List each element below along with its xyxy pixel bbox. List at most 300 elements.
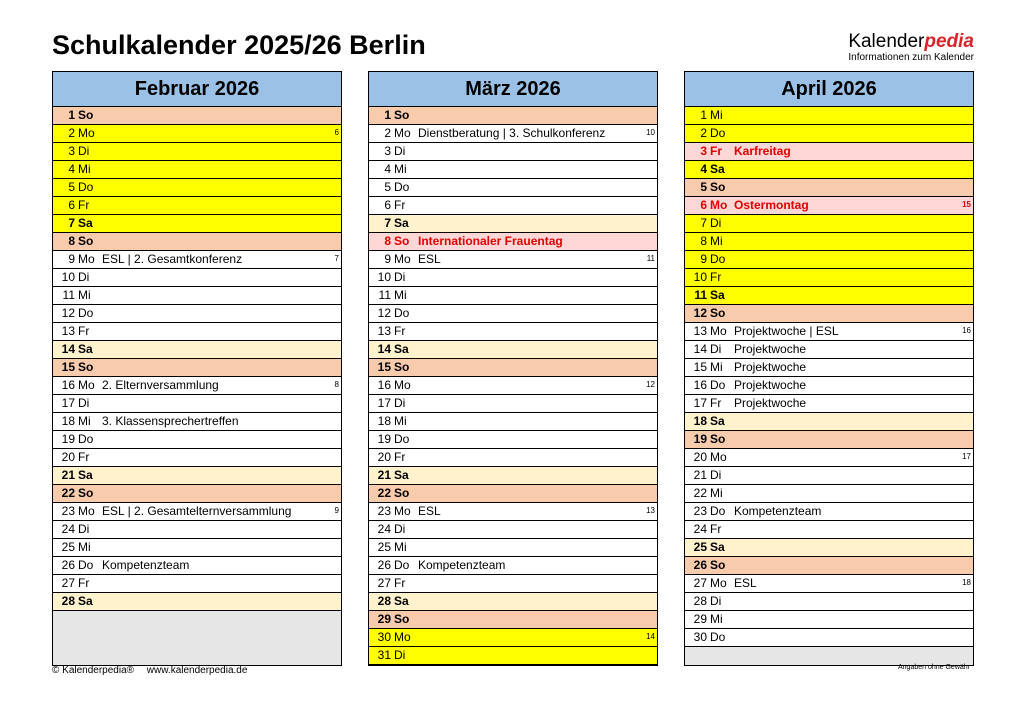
week-number: 18 <box>962 578 971 587</box>
day-row <box>53 593 341 611</box>
day-number: 13 <box>61 324 75 338</box>
weekday: Mo <box>394 378 411 392</box>
day-number: 7 <box>68 216 75 230</box>
day-row <box>369 449 657 467</box>
day-row <box>53 233 341 251</box>
weekday: Do <box>710 630 726 644</box>
day-number: 25 <box>693 540 707 554</box>
day-number: 28 <box>377 594 391 608</box>
day-number: 2 <box>700 126 707 140</box>
day-row <box>685 467 973 485</box>
day-number: 26 <box>693 558 707 572</box>
day-number: 23 <box>693 504 707 518</box>
weekday: So <box>78 486 94 500</box>
event-text: Projektwoche | ESL <box>734 324 839 338</box>
event-text: Kompetenzteam <box>418 558 506 572</box>
week-number: 9 <box>334 506 339 515</box>
day-row <box>369 395 657 413</box>
day-row <box>53 287 341 305</box>
day-number: 3 <box>384 144 391 158</box>
day-number: 4 <box>700 162 707 176</box>
weekday: So <box>78 234 94 248</box>
day-row <box>685 323 973 341</box>
weekday: Fr <box>78 450 90 464</box>
day-row <box>53 305 341 323</box>
day-number: 5 <box>384 180 391 194</box>
weekday: Fr <box>394 324 406 338</box>
week-number: 11 <box>646 254 655 263</box>
day-number: 16 <box>693 378 707 392</box>
event-text: Projektwoche <box>734 378 807 392</box>
day-row <box>685 449 973 467</box>
day-number: 12 <box>693 306 707 320</box>
day-row <box>53 485 341 503</box>
day-number: 10 <box>61 270 75 284</box>
weekday: Fr <box>78 198 90 212</box>
weekday: Sa <box>394 468 409 482</box>
event-text: Karfreitag <box>734 144 791 158</box>
week-number: 13 <box>646 506 655 515</box>
month-title: April 2026 <box>685 72 973 107</box>
weekday: Mi <box>78 162 91 176</box>
weekday: Mi <box>710 108 723 122</box>
weekday: Mi <box>394 414 407 428</box>
day-number: 18 <box>61 414 75 428</box>
day-row <box>685 503 973 521</box>
day-row <box>53 431 341 449</box>
day-row <box>685 161 973 179</box>
week-number: 7 <box>334 254 339 263</box>
weekday: Di <box>710 468 722 482</box>
weekday: Do <box>710 126 726 140</box>
day-row <box>369 179 657 197</box>
weekday: So <box>394 486 410 500</box>
footer-left <box>52 665 247 676</box>
day-number: 9 <box>384 252 391 266</box>
day-number: 5 <box>700 180 707 194</box>
day-number: 3 <box>700 144 707 158</box>
weekday: Sa <box>78 216 93 230</box>
day-row <box>685 629 973 647</box>
day-row <box>685 359 973 377</box>
weekday: Sa <box>394 594 409 608</box>
weekday: Mo <box>78 504 95 518</box>
day-number: 31 <box>377 648 391 662</box>
event-text: ESL | 2. Gesamtkonferenz <box>102 252 243 266</box>
day-row <box>685 215 973 233</box>
day-number: 16 <box>61 378 75 392</box>
day-row <box>369 269 657 287</box>
day-number: 8 <box>68 234 75 248</box>
day-row <box>369 539 657 557</box>
day-number: 24 <box>377 522 391 536</box>
day-row <box>369 107 657 125</box>
day-row <box>369 143 657 161</box>
day-row <box>53 377 341 395</box>
day-row <box>53 449 341 467</box>
day-row <box>369 629 657 647</box>
day-number: 20 <box>61 450 75 464</box>
month-march <box>368 71 658 666</box>
day-number: 17 <box>61 396 75 410</box>
day-number: 15 <box>61 360 75 374</box>
day-number: 16 <box>377 378 391 392</box>
day-row <box>369 575 657 593</box>
month-title: Februar 2026 <box>53 72 341 107</box>
event-text: Dienstberatung | 3. Schulkonferenz <box>418 126 606 140</box>
day-row <box>685 251 973 269</box>
day-row <box>53 323 341 341</box>
weekday: Fr <box>710 396 722 410</box>
day-row <box>53 125 341 143</box>
day-number: 11 <box>694 288 707 302</box>
day-number: 26 <box>61 558 75 572</box>
day-number: 15 <box>377 360 391 374</box>
weekday: Di <box>394 270 406 284</box>
day-number: 22 <box>61 486 75 500</box>
weekday: So <box>394 360 410 374</box>
weekday: Do <box>394 558 410 572</box>
weekday: Fr <box>710 144 722 158</box>
day-row <box>685 179 973 197</box>
day-row <box>685 197 973 215</box>
day-row <box>369 359 657 377</box>
day-row <box>369 215 657 233</box>
day-number: 7 <box>700 216 707 230</box>
weekday: Do <box>78 558 94 572</box>
week-number: 10 <box>646 128 655 137</box>
day-number: 14 <box>693 342 707 356</box>
day-number: 14 <box>377 342 391 356</box>
day-number: 1 <box>68 108 75 122</box>
weekday: Mo <box>394 126 411 140</box>
day-number: 6 <box>68 198 75 212</box>
day-row <box>369 125 657 143</box>
event-text: Kompetenzteam <box>734 504 822 518</box>
weekday: Do <box>710 504 726 518</box>
weekday: Fr <box>78 324 90 338</box>
day-number: 1 <box>700 108 707 122</box>
day-row <box>685 413 973 431</box>
day-number: 21 <box>377 468 391 482</box>
day-row <box>685 575 973 593</box>
day-number: 24 <box>693 522 707 536</box>
weekday: Di <box>78 144 90 158</box>
weekday: Sa <box>394 216 409 230</box>
brand-tagline: Informationen zum Kalender <box>848 52 974 63</box>
event-text: ESL <box>734 576 757 590</box>
brand-name <box>846 32 974 52</box>
weekday: Mo <box>394 252 411 266</box>
weekday: Mo <box>394 504 411 518</box>
day-number: 18 <box>693 414 707 428</box>
weekday: Do <box>78 180 94 194</box>
weekday: Mo <box>78 378 95 392</box>
weekday: Sa <box>78 468 93 482</box>
day-row <box>685 125 973 143</box>
weekday: Mi <box>710 612 723 626</box>
day-number: 28 <box>61 594 75 608</box>
month-title: März 2026 <box>369 72 657 107</box>
day-row <box>369 233 657 251</box>
day-number: 12 <box>61 306 75 320</box>
day-number: 27 <box>693 576 707 590</box>
day-number: 26 <box>377 558 391 572</box>
weekday: So <box>394 612 410 626</box>
event-text: 3. Klassensprechertreffen <box>102 414 239 428</box>
event-text: 2. Elternversammlung <box>102 378 219 392</box>
day-number: 21 <box>693 468 707 482</box>
week-number: 17 <box>962 452 971 461</box>
week-number: 16 <box>962 326 971 335</box>
day-row <box>685 287 973 305</box>
weekday: Fr <box>78 576 90 590</box>
weekday: So <box>394 234 410 248</box>
month-april <box>684 71 974 666</box>
day-row <box>53 269 341 287</box>
event-text: ESL <box>418 504 441 518</box>
day-row <box>53 143 341 161</box>
day-number: 2 <box>68 126 75 140</box>
event-text: ESL | 2. Gesamtelternversammlung <box>102 504 292 518</box>
day-number: 22 <box>693 486 707 500</box>
day-number: 10 <box>377 270 391 284</box>
weekday: Fr <box>710 270 722 284</box>
day-number: 11 <box>378 288 391 302</box>
weekday: Do <box>394 432 410 446</box>
day-row <box>53 575 341 593</box>
day-number: 8 <box>700 234 707 248</box>
day-row <box>53 251 341 269</box>
day-row <box>53 107 341 125</box>
day-row <box>369 323 657 341</box>
page-title: Schulkalender 2025/26 Berlin <box>52 30 426 60</box>
website-link[interactable]: www.kalenderpedia.de <box>146 665 248 676</box>
week-number: 6 <box>334 128 339 137</box>
weekday: Di <box>78 270 90 284</box>
day-row <box>685 521 973 539</box>
weekday: Fr <box>394 450 406 464</box>
weekday: So <box>78 360 94 374</box>
day-row <box>369 557 657 575</box>
day-number: 5 <box>68 180 75 194</box>
event-text: Projektwoche <box>734 342 807 356</box>
day-number: 22 <box>377 486 391 500</box>
day-row <box>369 593 657 611</box>
day-row <box>369 611 657 629</box>
day-number: 20 <box>377 450 391 464</box>
day-number: 11 <box>62 288 75 302</box>
day-row <box>53 521 341 539</box>
day-row <box>53 179 341 197</box>
weekday: Sa <box>710 540 725 554</box>
day-row <box>369 305 657 323</box>
day-row <box>685 233 973 251</box>
weekday: Mi <box>710 360 723 374</box>
weekday: Di <box>710 594 722 608</box>
day-row <box>53 215 341 233</box>
day-row <box>53 557 341 575</box>
day-row <box>369 467 657 485</box>
day-number: 19 <box>61 432 75 446</box>
day-number: 19 <box>693 432 707 446</box>
weekday: So <box>710 558 726 572</box>
weekday: Mi <box>710 486 723 500</box>
weekday: Fr <box>394 576 406 590</box>
weekday: Mo <box>394 630 411 644</box>
weekday: Di <box>710 342 722 356</box>
day-row <box>369 521 657 539</box>
day-row <box>53 467 341 485</box>
weekday: Mi <box>78 414 91 428</box>
weekday: Di <box>394 522 406 536</box>
day-number: 15 <box>693 360 707 374</box>
event-text: Projektwoche <box>734 396 807 410</box>
event-text: Kompetenzteam <box>102 558 190 572</box>
day-number: 24 <box>61 522 75 536</box>
weekday: So <box>394 108 410 122</box>
day-row <box>369 503 657 521</box>
day-number: 30 <box>377 630 391 644</box>
day-row <box>369 413 657 431</box>
weekday: Mo <box>78 126 95 140</box>
week-number: 15 <box>962 200 971 209</box>
event-text: Projektwoche <box>734 360 807 374</box>
weekday: So <box>710 306 726 320</box>
week-number: 12 <box>646 380 655 389</box>
day-number: 27 <box>61 576 75 590</box>
weekday: Di <box>78 522 90 536</box>
day-row <box>53 359 341 377</box>
day-list <box>53 107 341 665</box>
day-number: 13 <box>377 324 391 338</box>
brand-logo[interactable] <box>846 32 974 64</box>
day-number: 12 <box>377 306 391 320</box>
day-number: 23 <box>377 504 391 518</box>
day-number: 25 <box>377 540 391 554</box>
day-number: 21 <box>61 468 75 482</box>
day-row <box>685 341 973 359</box>
weekday: Mi <box>710 234 723 248</box>
day-row <box>685 305 973 323</box>
weekday: Di <box>394 144 406 158</box>
brand-name-part1: Kalender <box>848 31 925 52</box>
day-row <box>53 161 341 179</box>
event-text: Internationaler Frauentag <box>418 234 563 248</box>
day-row <box>53 539 341 557</box>
weekday: Di <box>78 396 90 410</box>
day-number: 17 <box>693 396 707 410</box>
day-number: 6 <box>384 198 391 212</box>
weekday: Mi <box>394 540 407 554</box>
weekday: Do <box>78 306 94 320</box>
day-number: 19 <box>377 432 391 446</box>
day-number: 18 <box>377 414 391 428</box>
week-number: 8 <box>334 380 339 389</box>
event-text: Ostermontag <box>734 198 809 212</box>
day-number: 7 <box>384 216 391 230</box>
weekday: Sa <box>710 288 725 302</box>
weekday: Sa <box>78 342 93 356</box>
day-number: 4 <box>384 162 391 176</box>
day-row <box>53 503 341 521</box>
day-number: 9 <box>68 252 75 266</box>
weekday: Mo <box>710 198 728 212</box>
weekday: Do <box>78 432 94 446</box>
day-row <box>685 143 973 161</box>
weekday: Mi <box>78 540 91 554</box>
day-number: 28 <box>693 594 707 608</box>
day-list <box>685 107 973 665</box>
day-row <box>369 341 657 359</box>
day-row <box>53 341 341 359</box>
weekday: Mo <box>710 576 727 590</box>
day-number: 2 <box>384 126 391 140</box>
weekday: Mi <box>394 288 407 302</box>
day-row <box>369 287 657 305</box>
day-list <box>369 107 657 665</box>
day-number: 23 <box>61 504 75 518</box>
brand-name-part2: pedia <box>924 31 974 52</box>
weekday: Do <box>710 252 726 266</box>
day-row <box>369 197 657 215</box>
day-number: 29 <box>377 612 391 626</box>
day-number: 30 <box>693 630 707 644</box>
month-february <box>52 71 342 666</box>
weekday: Mo <box>710 324 727 338</box>
day-row <box>369 377 657 395</box>
weekday: So <box>78 108 94 122</box>
day-row <box>685 107 973 125</box>
day-row <box>369 647 657 665</box>
weekday: Fr <box>710 522 722 536</box>
day-number: 17 <box>377 396 391 410</box>
day-number: 25 <box>61 540 75 554</box>
weekday: Mo <box>78 252 95 266</box>
day-row <box>685 557 973 575</box>
day-number: 14 <box>61 342 75 356</box>
weekday: Do <box>710 378 726 392</box>
weekday: Fr <box>394 198 406 212</box>
weekday: Di <box>710 216 722 230</box>
day-number: 10 <box>693 270 707 284</box>
day-row <box>369 251 657 269</box>
day-row <box>53 413 341 431</box>
event-text: ESL <box>418 252 441 266</box>
day-row <box>685 395 973 413</box>
day-number: 6 <box>700 198 707 212</box>
copyright: © Kalenderpedia® <box>52 665 135 676</box>
day-number: 29 <box>693 612 707 626</box>
day-row <box>685 377 973 395</box>
day-row <box>685 593 973 611</box>
weekday: Sa <box>710 162 725 176</box>
day-number: 27 <box>377 576 391 590</box>
day-row <box>685 611 973 629</box>
day-row <box>369 431 657 449</box>
weekday: Di <box>394 396 406 410</box>
weekday: Mo <box>710 450 727 464</box>
weekday: Do <box>394 180 410 194</box>
day-row <box>685 539 973 557</box>
day-row <box>685 269 973 287</box>
day-number: 8 <box>384 234 391 248</box>
weekday: So <box>710 432 726 446</box>
disclaimer: Angaben ohne Gewähr <box>898 664 970 671</box>
day-row <box>369 485 657 503</box>
weekday: Do <box>394 306 410 320</box>
weekday: Sa <box>394 342 409 356</box>
